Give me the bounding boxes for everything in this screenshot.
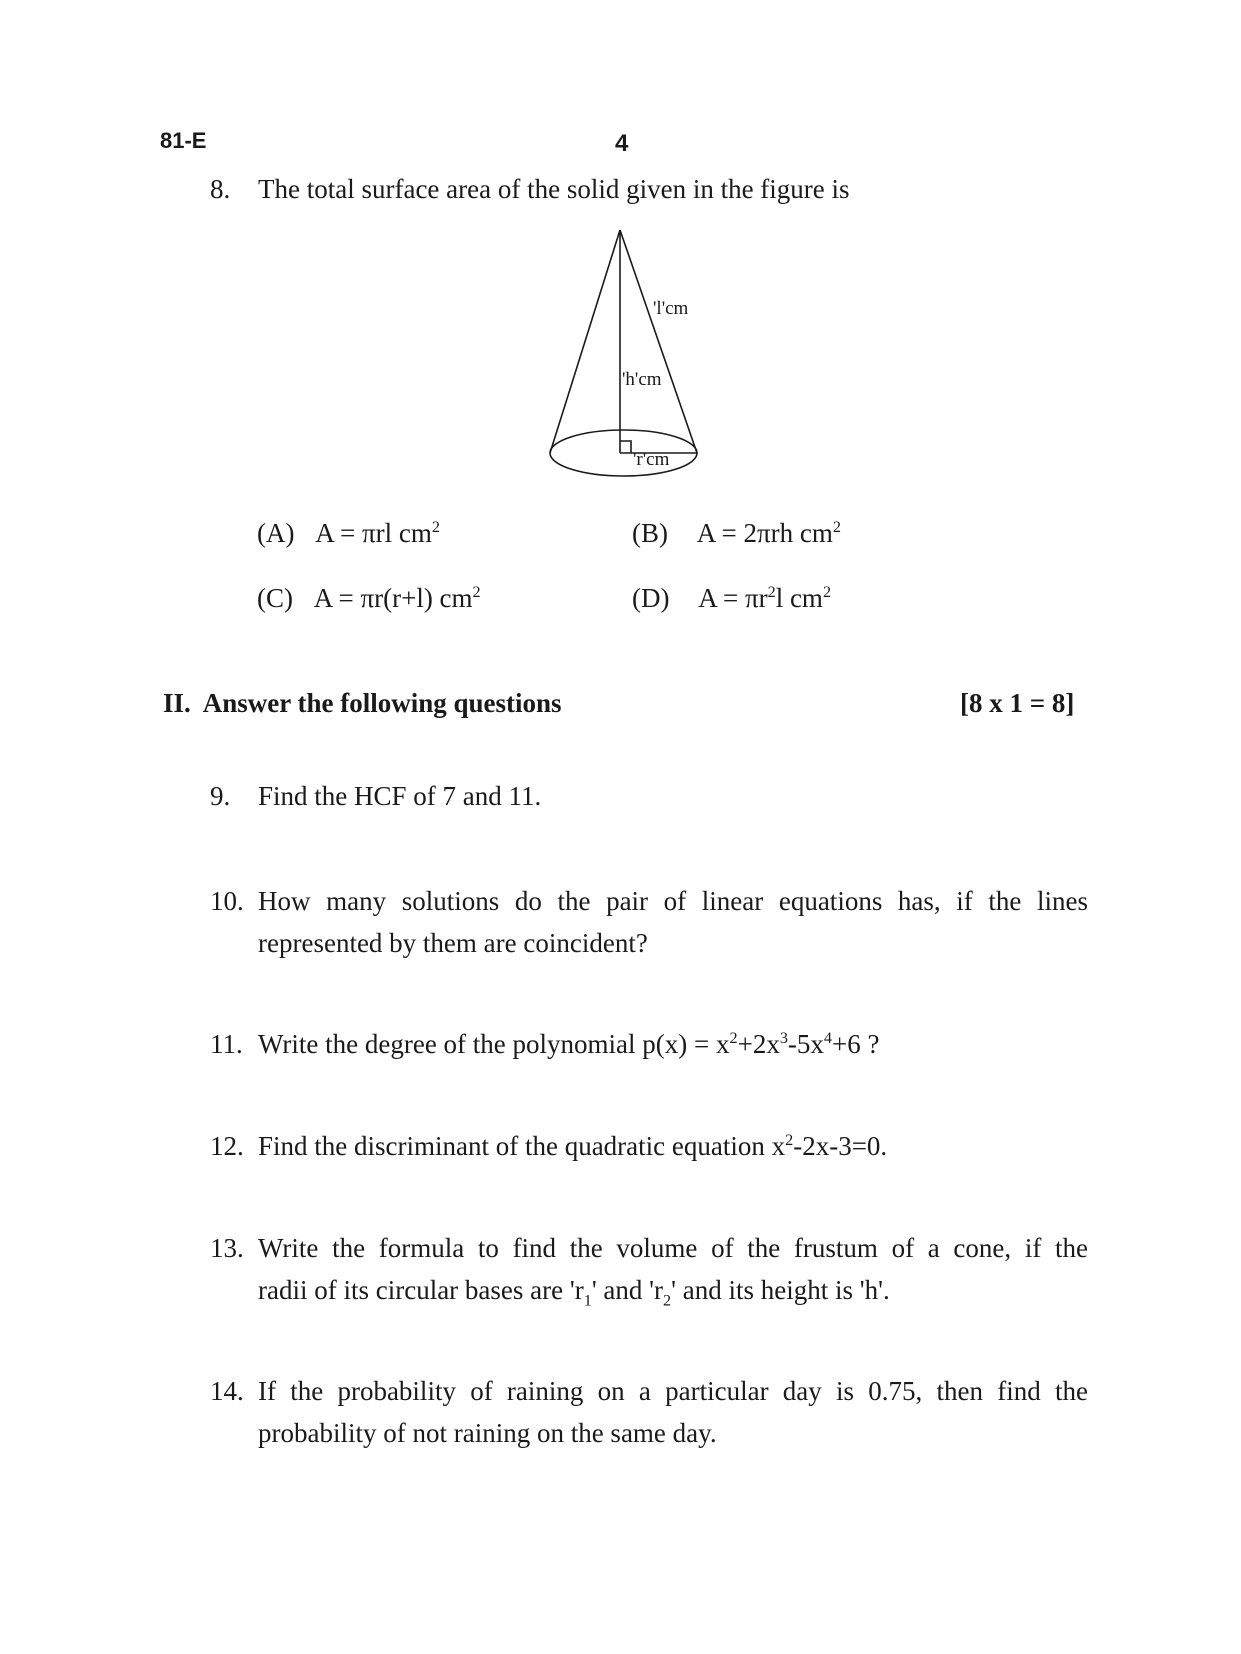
page-number: 4 [615,130,629,157]
question-number: 14. [210,1376,244,1406]
question-11 [0,1023,1241,1065]
question-14 [0,1370,1241,1454]
option-b[interactable] [632,518,841,549]
question-number: 10. [210,886,244,916]
cone-left-edge [550,230,620,453]
question-text: Write the formula to find the volume of the frustum of a cone, if the radii of its circular bases are '$r_1$' and '$r_2$' and its height is 'h'. [258,1233,1088,1310]
question-number: 12. [210,1131,244,1161]
paper-code: 81-E [160,128,207,153]
question-text: Find the HCF of 7 and 11. [258,781,542,811]
question-10 [0,880,1241,964]
right-angle-marker [620,441,631,453]
option-d[interactable] [632,583,831,614]
question-text: How many solutions do the pair of linear equations has, if the lines represented by them are coincident? [258,886,1088,958]
question-9 [0,775,1241,817]
option-formula: A = 2πrh $cm^2$ [696,518,841,548]
question-text: Write the degree of the polynomial $p(x) = x^2+2x^3-5x^4+6$ ? [258,1029,880,1059]
option-a[interactable] [257,518,440,549]
section-heading: II. Answer the following questions [163,688,562,718]
section-marks: [8 x 1 = 8] [960,688,1075,718]
height-label: 'h'cm [622,369,662,390]
radius-label: 'r'cm [633,449,670,470]
question-8 [0,168,1241,210]
option-c[interactable] [257,583,481,614]
cone-figure [540,225,710,480]
question-text: Find the discriminant of the quadratic equation $x^2-2x-3=0$. [258,1131,888,1161]
option-label: (D) [632,583,670,613]
question-number: 11. [210,1029,243,1059]
question-13 [0,1227,1241,1311]
option-label: (B) [632,518,668,548]
question-number: 8. [210,174,231,204]
option-formula: $A = \pi r^2l$ $cm^2$ [698,583,832,613]
question-number: 13. [210,1233,244,1263]
option-formula: A = πrl $cm^2$ [315,518,440,548]
slant-label: 'l'cm [653,298,689,319]
question-text: If the probability of raining on a particular day is 0.75, then find the probability of not raining on the same day. [258,1376,1088,1448]
cone-slant-edge [620,230,697,453]
option-label: (C) [257,583,293,613]
option-formula: A = πr(r+l) $cm^2$ [313,583,481,613]
question-number: 9. [210,781,231,811]
question-12 [0,1125,1241,1167]
option-label: (A) [257,518,295,548]
question-text: The total surface area of the solid given in the figure is [258,174,850,204]
